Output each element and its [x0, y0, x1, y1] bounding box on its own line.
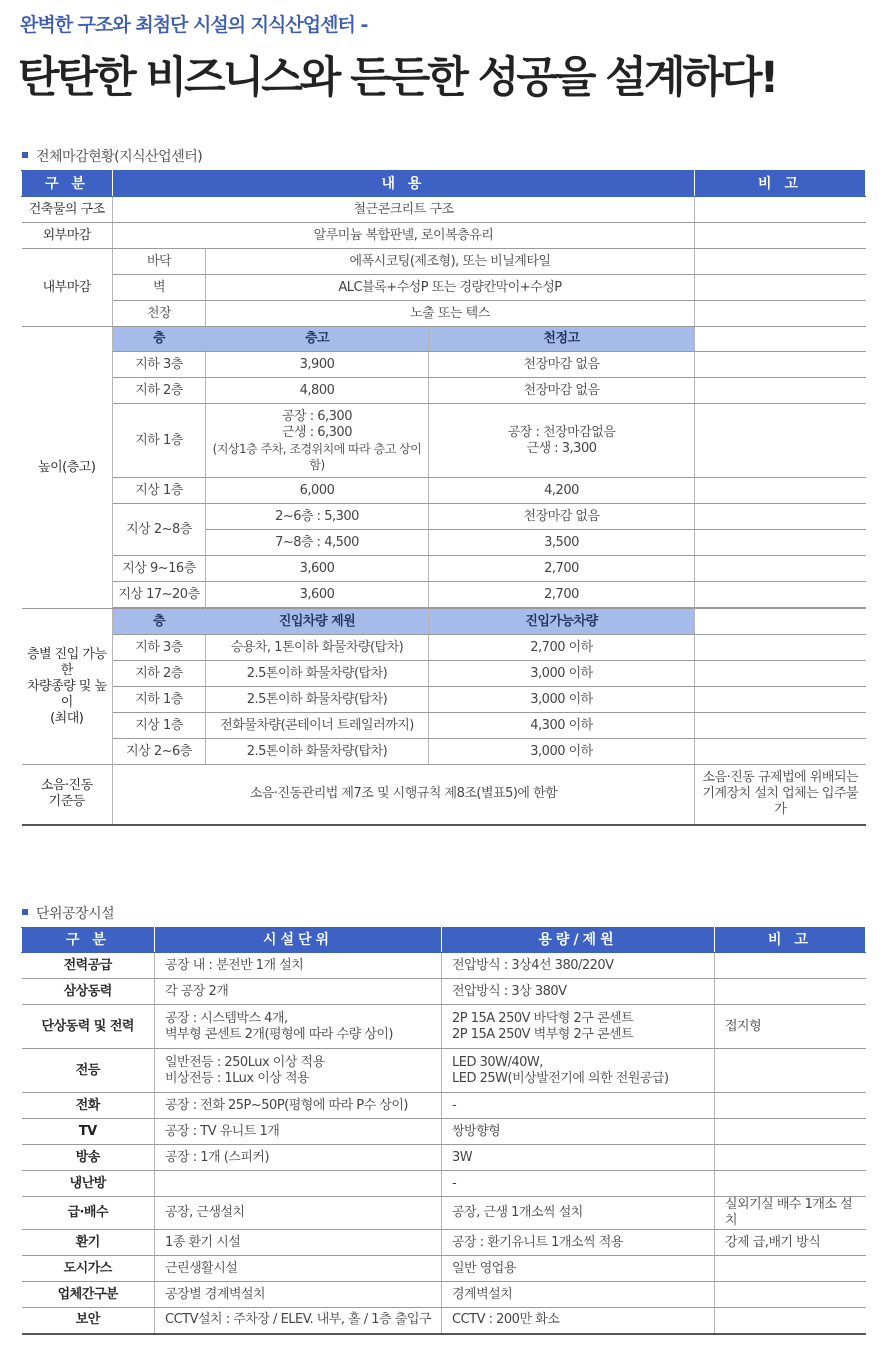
facility-unit: 각 공장 2개: [155, 979, 442, 1005]
facility-unit: 공장 : 시스템박스 4개, 벽부형 콘센트 2개(평형에 따라 수량 상이): [155, 1005, 442, 1049]
floor-height-cell: 3,600: [206, 582, 429, 608]
facility-note: [715, 1093, 866, 1119]
vehicle-limit-cell: 전화물차량(콘테이너 트레일러까지): [206, 713, 429, 739]
interior-part: 벽: [113, 275, 206, 301]
note-cell: [695, 713, 866, 739]
note-cell: [695, 301, 866, 327]
note-cell: [695, 249, 866, 275]
vehicle-allowed-cell: 2,700 이하: [429, 635, 695, 661]
facility-row: [22, 1308, 866, 1334]
facility-unit: [155, 1171, 442, 1197]
row-label-exterior: 외부마감: [22, 223, 113, 249]
facility-unit: 근린생활시설: [155, 1256, 442, 1282]
facility-unit: 일반전등 : 250Lux 이상 적용 비상전등 : 1Lux 이상 적용: [155, 1049, 442, 1093]
floor-height-cell: 3,900: [206, 352, 429, 378]
sub-header-ceiling-height: 천정고: [429, 327, 695, 352]
exterior-value: 알루미늄 복합판넬, 로이복층유리: [113, 223, 695, 249]
facility-table: [21, 927, 866, 1335]
facility-unit: 공장 내 : 분전반 1개 설치: [155, 953, 442, 979]
facility-note: [715, 953, 866, 979]
noise-value: 소음·진동관리법 제7조 및 시행규칙 제8조(별표5)에 한함: [113, 765, 695, 825]
note-cell: [695, 635, 866, 661]
row-label-noise: 소음·진동 기준등: [22, 765, 113, 825]
header-capacity: 용량/제원: [442, 928, 715, 953]
facility-note: 접지형: [715, 1005, 866, 1049]
facility-note: [715, 1171, 866, 1197]
floor-cell: 지하 3층: [113, 635, 206, 661]
header-note: 비 고: [715, 928, 866, 953]
facility-unit: 공장 : 전화 25P~50P(평형에 따라 P수 상이): [155, 1093, 442, 1119]
floor-cell: 지상 1층: [113, 478, 206, 504]
facility-label: 단상동력 및 전력: [22, 1005, 155, 1049]
facility-note: [715, 979, 866, 1005]
facility-label: 전등: [22, 1049, 155, 1093]
header-category: 구 분: [22, 171, 113, 197]
note-cell: [695, 404, 866, 478]
facility-note: 강제 급,배기 방식: [715, 1230, 866, 1256]
header-category: 구 분: [22, 928, 155, 953]
facility-label: 환기: [22, 1230, 155, 1256]
noise-note: 소음·진동 규제법에 위배되는 기계장치 설치 업체는 입주불 가: [695, 765, 866, 825]
facility-capacity: 전압방식 : 3상4선 380/220V: [442, 953, 715, 979]
row-label-structure: 건축물의 구조: [22, 197, 113, 223]
note-cell: [695, 556, 866, 582]
facility-unit: 공장 : 1개 (스피커): [155, 1145, 442, 1171]
header-unit: 시설단위: [155, 928, 442, 953]
row-label-height: 높이(층고): [22, 327, 113, 609]
facility-row: [22, 1256, 866, 1282]
note-cell: [695, 739, 866, 765]
facility-capacity: 경계벽설치: [442, 1282, 715, 1308]
note-cell: [695, 504, 866, 530]
interior-value: 노출 또는 텍스: [206, 301, 695, 327]
floor-cell: 지하 1층: [113, 404, 206, 478]
bullet-icon: [22, 909, 28, 915]
facility-label: 전화: [22, 1093, 155, 1119]
structure-value: 철근콘크리트 구조: [113, 197, 695, 223]
facility-capacity: 공장, 근생 1개소씩 설치: [442, 1197, 715, 1230]
page-headline: 탄탄한 비즈니스와 든든한 성공을 설계하다!: [18, 53, 777, 103]
floor-cell: 지상 2~6층: [113, 739, 206, 765]
floor-cell: 지하 3층: [113, 352, 206, 378]
interior-part: 바닥: [113, 249, 206, 275]
interior-value: ALC블록+수성P 또는 경량칸막이+수성P: [206, 275, 695, 301]
facility-label: 삼상동력: [22, 979, 155, 1005]
facility-note: [715, 1282, 866, 1308]
facility-note: 실외기실 배수 1개소 설치: [715, 1197, 866, 1230]
vehicle-allowed-cell: 4,300 이하: [429, 713, 695, 739]
bullet-icon: [22, 152, 28, 158]
note-cell: [695, 223, 866, 249]
sub-header-vehicle-allowed: 진입가능차량: [429, 609, 695, 635]
sub-header-floor-height: 층고: [206, 327, 429, 352]
ceiling-cell: 천장마감 없음: [429, 378, 695, 404]
note-cell: [695, 327, 866, 352]
facility-note: [715, 1049, 866, 1093]
ceiling-cell: 2,700: [429, 582, 695, 608]
header-content: 내 용: [113, 171, 695, 197]
floor-height-cell: 6,000: [206, 478, 429, 504]
facility-row: [22, 953, 866, 979]
vehicle-limit-cell: 2.5톤이하 화물차량(탑차): [206, 739, 429, 765]
row-label-interior: 내부마감: [22, 249, 113, 327]
facility-capacity: -: [442, 1171, 715, 1197]
ceiling-cell: 천장마감 없음: [429, 352, 695, 378]
interior-value: 에폭시코팅(제조형), 또는 비닐계타일: [206, 249, 695, 275]
sub-header-vehicle-limit: 진입차량 제원: [206, 609, 429, 635]
note-cell: [695, 530, 866, 556]
facility-label: 방송: [22, 1145, 155, 1171]
facility-row: [22, 1005, 866, 1049]
facility-label: 보안: [22, 1308, 155, 1334]
facility-capacity: CCTV : 200만 화소: [442, 1308, 715, 1334]
note-cell: [695, 197, 866, 223]
vehicle-allowed-cell: 3,000 이하: [429, 661, 695, 687]
facility-label: 급·배수: [22, 1197, 155, 1230]
facility-label: 업체간구분: [22, 1282, 155, 1308]
facility-note: [715, 1308, 866, 1334]
section-title-finishing: 전체마감현황(지식산업센터): [22, 146, 202, 166]
facility-unit: CCTV설치 : 주차장 / ELEV. 내부, 홀 / 1층 출입구: [155, 1308, 442, 1334]
note-cell: [695, 582, 866, 608]
ceiling-cell: 2,700: [429, 556, 695, 582]
note-cell: [695, 378, 866, 404]
facility-label: 도시가스: [22, 1256, 155, 1282]
note-cell: [695, 609, 866, 635]
facility-label: 전력공급: [22, 953, 155, 979]
vehicle-allowed-cell: 3,000 이하: [429, 687, 695, 713]
facility-capacity: 전압방식 : 3상 380V: [442, 979, 715, 1005]
facility-capacity: 공장 : 환기유니트 1개소씩 적용: [442, 1230, 715, 1256]
facility-row: [22, 1145, 866, 1171]
floor-cell: 지하 2층: [113, 661, 206, 687]
note-cell: [695, 275, 866, 301]
facility-row: [22, 1230, 866, 1256]
facility-capacity: 3W: [442, 1145, 715, 1171]
floor-height-cell: 2~6층 : 5,300: [206, 504, 429, 530]
vehicle-limit-cell: 승용차, 1톤이하 화물차량(탑차): [206, 635, 429, 661]
interior-part: 천장: [113, 301, 206, 327]
finishing-table: [21, 170, 866, 826]
vehicle-limit-cell: 2.5톤이하 화물차량(탑차): [206, 687, 429, 713]
note-cell: [695, 687, 866, 713]
ceiling-cell: 4,200: [429, 478, 695, 504]
section-title-unit-factory: 단위공장시설: [22, 903, 114, 923]
facility-unit: 공장, 근생설치: [155, 1197, 442, 1230]
header-note: 비 고: [695, 171, 866, 197]
facility-capacity: LED 30W/40W, LED 25W(비상발전기에 의한 전원공급): [442, 1049, 715, 1093]
floor-cell: 지상 2~8층: [113, 504, 206, 556]
floor-height-cell: 3,600: [206, 556, 429, 582]
floor-cell: 지하 2층: [113, 378, 206, 404]
floor-height-cell: 4,800: [206, 378, 429, 404]
facility-label: 냉난방: [22, 1171, 155, 1197]
facility-row: [22, 1171, 866, 1197]
facility-row: [22, 1197, 866, 1230]
ceiling-cell: 3,500: [429, 530, 695, 556]
sub-header-floor: 층: [113, 327, 206, 352]
facility-capacity: 2P 15A 250V 바닥형 2구 콘센트 2P 15A 250V 벽부형 2구 콘센트: [442, 1005, 715, 1049]
note-cell: [695, 661, 866, 687]
vehicle-limit-cell: 2.5톤이하 화물차량(탑차): [206, 661, 429, 687]
floor-height-cell: 7~8층 : 4,500: [206, 530, 429, 556]
facility-note: [715, 1145, 866, 1171]
facility-note: [715, 1256, 866, 1282]
note-cell: [695, 478, 866, 504]
vehicle-allowed-cell: 3,000 이하: [429, 739, 695, 765]
floor-cell: 지하 1층: [113, 687, 206, 713]
facility-rows: [22, 953, 866, 1334]
floor-height-cell: 공장 : 6,300 근생 : 6,300 (지상1층 주차, 조경위치에 따라 층고 상이함): [206, 404, 429, 478]
facility-row: [22, 1282, 866, 1308]
floor-cell: 지상 1층: [113, 713, 206, 739]
facility-capacity: 쌍방향형: [442, 1119, 715, 1145]
facility-unit: 공장별 경계벽설치: [155, 1282, 442, 1308]
ceiling-cell: 천장마감 없음: [429, 504, 695, 530]
facility-unit: 공장 : TV 유니트 1개: [155, 1119, 442, 1145]
floor-cell: 지상 9~16층: [113, 556, 206, 582]
page-subtitle: 완벽한 구조와 최첨단 시설의 지식산업센터 -: [20, 14, 368, 36]
facility-capacity: -: [442, 1093, 715, 1119]
facility-row: [22, 1093, 866, 1119]
facility-row: [22, 1049, 866, 1093]
facility-row: [22, 1119, 866, 1145]
facility-unit: 1종 환기 시설: [155, 1230, 442, 1256]
floor-cell: 지상 17~20층: [113, 582, 206, 608]
facility-row: [22, 979, 866, 1005]
facility-note: [715, 1119, 866, 1145]
row-label-vehicle: 층별 진입 가능한 차량종량 및 높이 (최대): [22, 609, 113, 765]
sub-header-floor: 층: [113, 609, 206, 635]
facility-capacity: 일반 영업용: [442, 1256, 715, 1282]
ceiling-cell: 공장 : 천장마감없음 근생 : 3,300: [429, 404, 695, 478]
facility-label: TV: [22, 1119, 155, 1145]
note-cell: [695, 352, 866, 378]
